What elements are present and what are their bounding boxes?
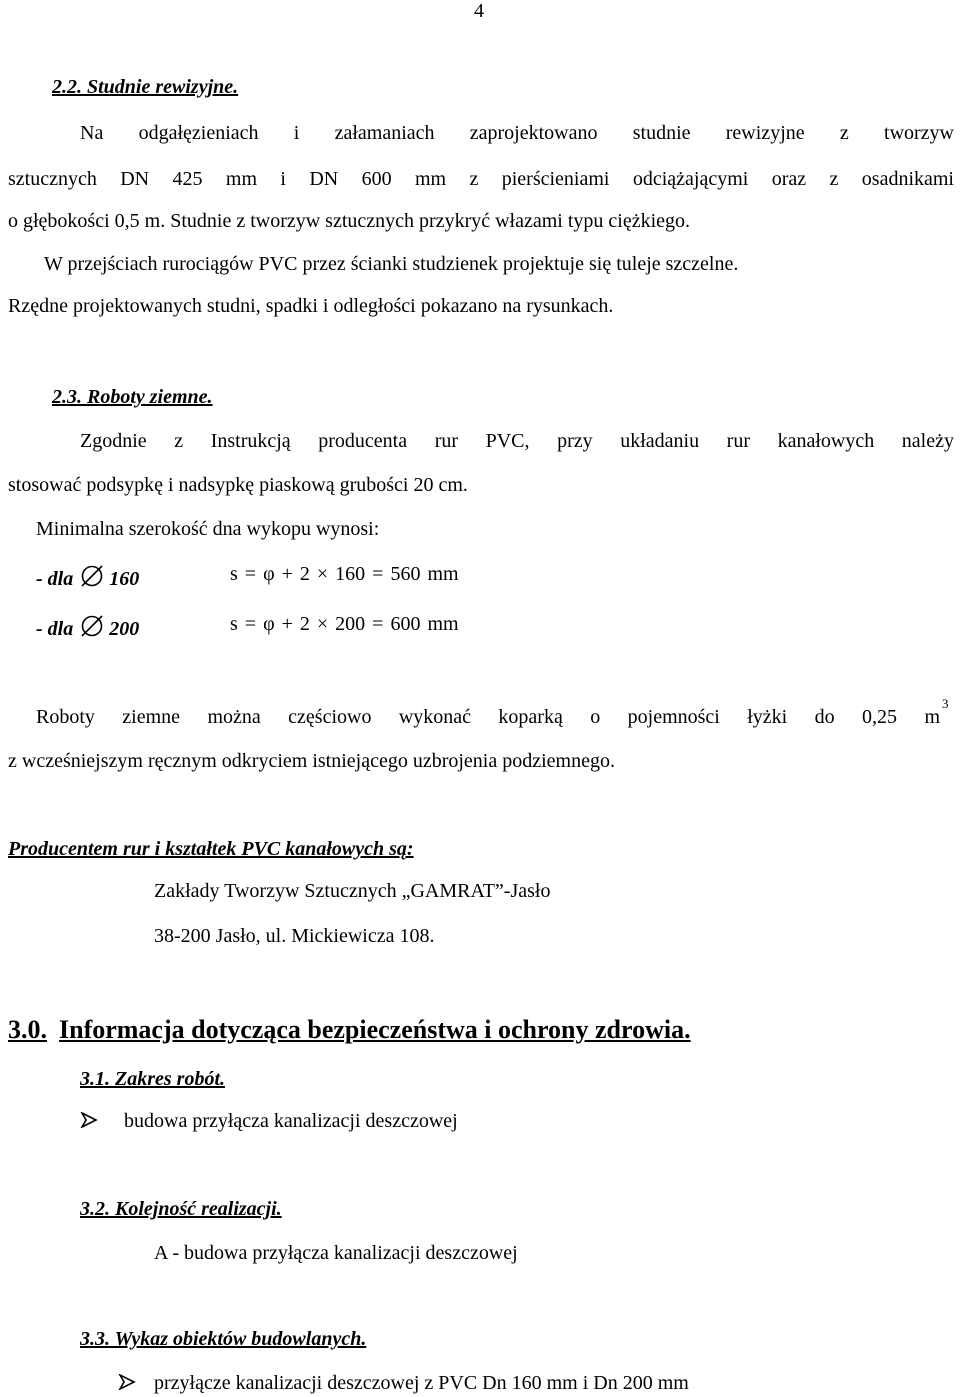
list-item (80, 1110, 458, 1133)
diameter-symbol-icon (79, 613, 105, 639)
list-item-text: A - budowa przyłącza kanalizacji deszczowej (154, 1242, 518, 1264)
formula-label-value: 160 (109, 568, 140, 590)
formula-label (36, 613, 139, 641)
producer-address: 38-200 Jasło, ul. Mickiewicza 108. (154, 925, 435, 947)
section-heading-3-2: 3.2. Kolejność realizacji. (80, 1198, 282, 1220)
section-number: 3.0. (8, 1015, 47, 1044)
page-number: 4 (474, 0, 484, 22)
formula-expression: s = φ + 2 × 160 = 560 mm (230, 563, 459, 585)
section-heading-2-2: 2.2. Studnie rewizyjne. (52, 76, 239, 98)
paragraph-line: z wcześniejszym ręcznym odkryciem istniejącego uzbrojenia podziemnego. (8, 750, 615, 772)
formula-label-prefix: - dla (36, 618, 74, 640)
paragraph-line: Zgodnie z Instrukcją producenta rur PVC, przy układaniu rur kanałowych należy (80, 430, 954, 452)
paragraph-line: stosować podsypkę i nadsypkę piaskową grubości 20 cm. (8, 474, 468, 496)
paragraph-line: Rzędne projektowanych studni, spadki i odległości pokazano na rysunkach. (8, 295, 614, 317)
formula-expression: s = φ + 2 × 200 = 600 mm (230, 613, 459, 635)
paragraph-line: o głębokości 0,5 m. Studnie z tworzyw sztucznych przykryć włazami typu ciężkiego. (8, 210, 691, 232)
paragraph-line: sztucznych DN 425 mm i DN 600 mm z pierścieniami odciążającymi oraz z osadnikami (8, 168, 954, 190)
section-heading-3-3: 3.3. Wykaz obiektów budowlanych. (80, 1328, 367, 1350)
list-item-text: przyłącze kanalizacji deszczowej z PVC Dn 160 mm i Dn 200 mm (154, 1372, 689, 1394)
paragraph-line: W przejściach rurociągów PVC przez ścianki studzienek projektuje się tuleje szczelne. (44, 253, 739, 275)
section-heading-2-3: 2.3. Roboty ziemne. (52, 386, 213, 408)
producer-heading: Producentem rur i kształtek PVC kanałowych są: (8, 838, 414, 860)
arrow-bullet-icon (80, 1112, 98, 1128)
superscript-exponent: 3 (942, 696, 949, 711)
arrow-bullet-icon (118, 1374, 136, 1390)
paragraph-line: Na odgałęzieniach i załamaniach zaprojektowano studnie rewizyjne z tworzyw (80, 122, 954, 144)
section-title: Informacja dotycząca bezpieczeństwa i ochrony zdrowia. (59, 1015, 691, 1044)
section-heading-3-0 (8, 1015, 691, 1045)
formula-label-value: 200 (109, 618, 140, 640)
section-heading-3-1: 3.1. Zakres robót. (80, 1068, 225, 1090)
formula-label-prefix: - dla (36, 568, 74, 590)
diameter-symbol-icon (79, 563, 105, 589)
producer-name: Zakłady Tworzyw Sztucznych „GAMRAT”-Jasło (154, 880, 551, 902)
list-item-text: budowa przyłącza kanalizacji deszczowej (124, 1110, 458, 1132)
paragraph-line: Roboty ziemne można częściowo wykonać koparką o pojemności łyżki do 0,25 m (36, 706, 940, 728)
formula-label (36, 563, 139, 591)
paragraph-line: Minimalna szerokość dna wykopu wynosi: (36, 518, 380, 540)
list-item (118, 1372, 689, 1395)
